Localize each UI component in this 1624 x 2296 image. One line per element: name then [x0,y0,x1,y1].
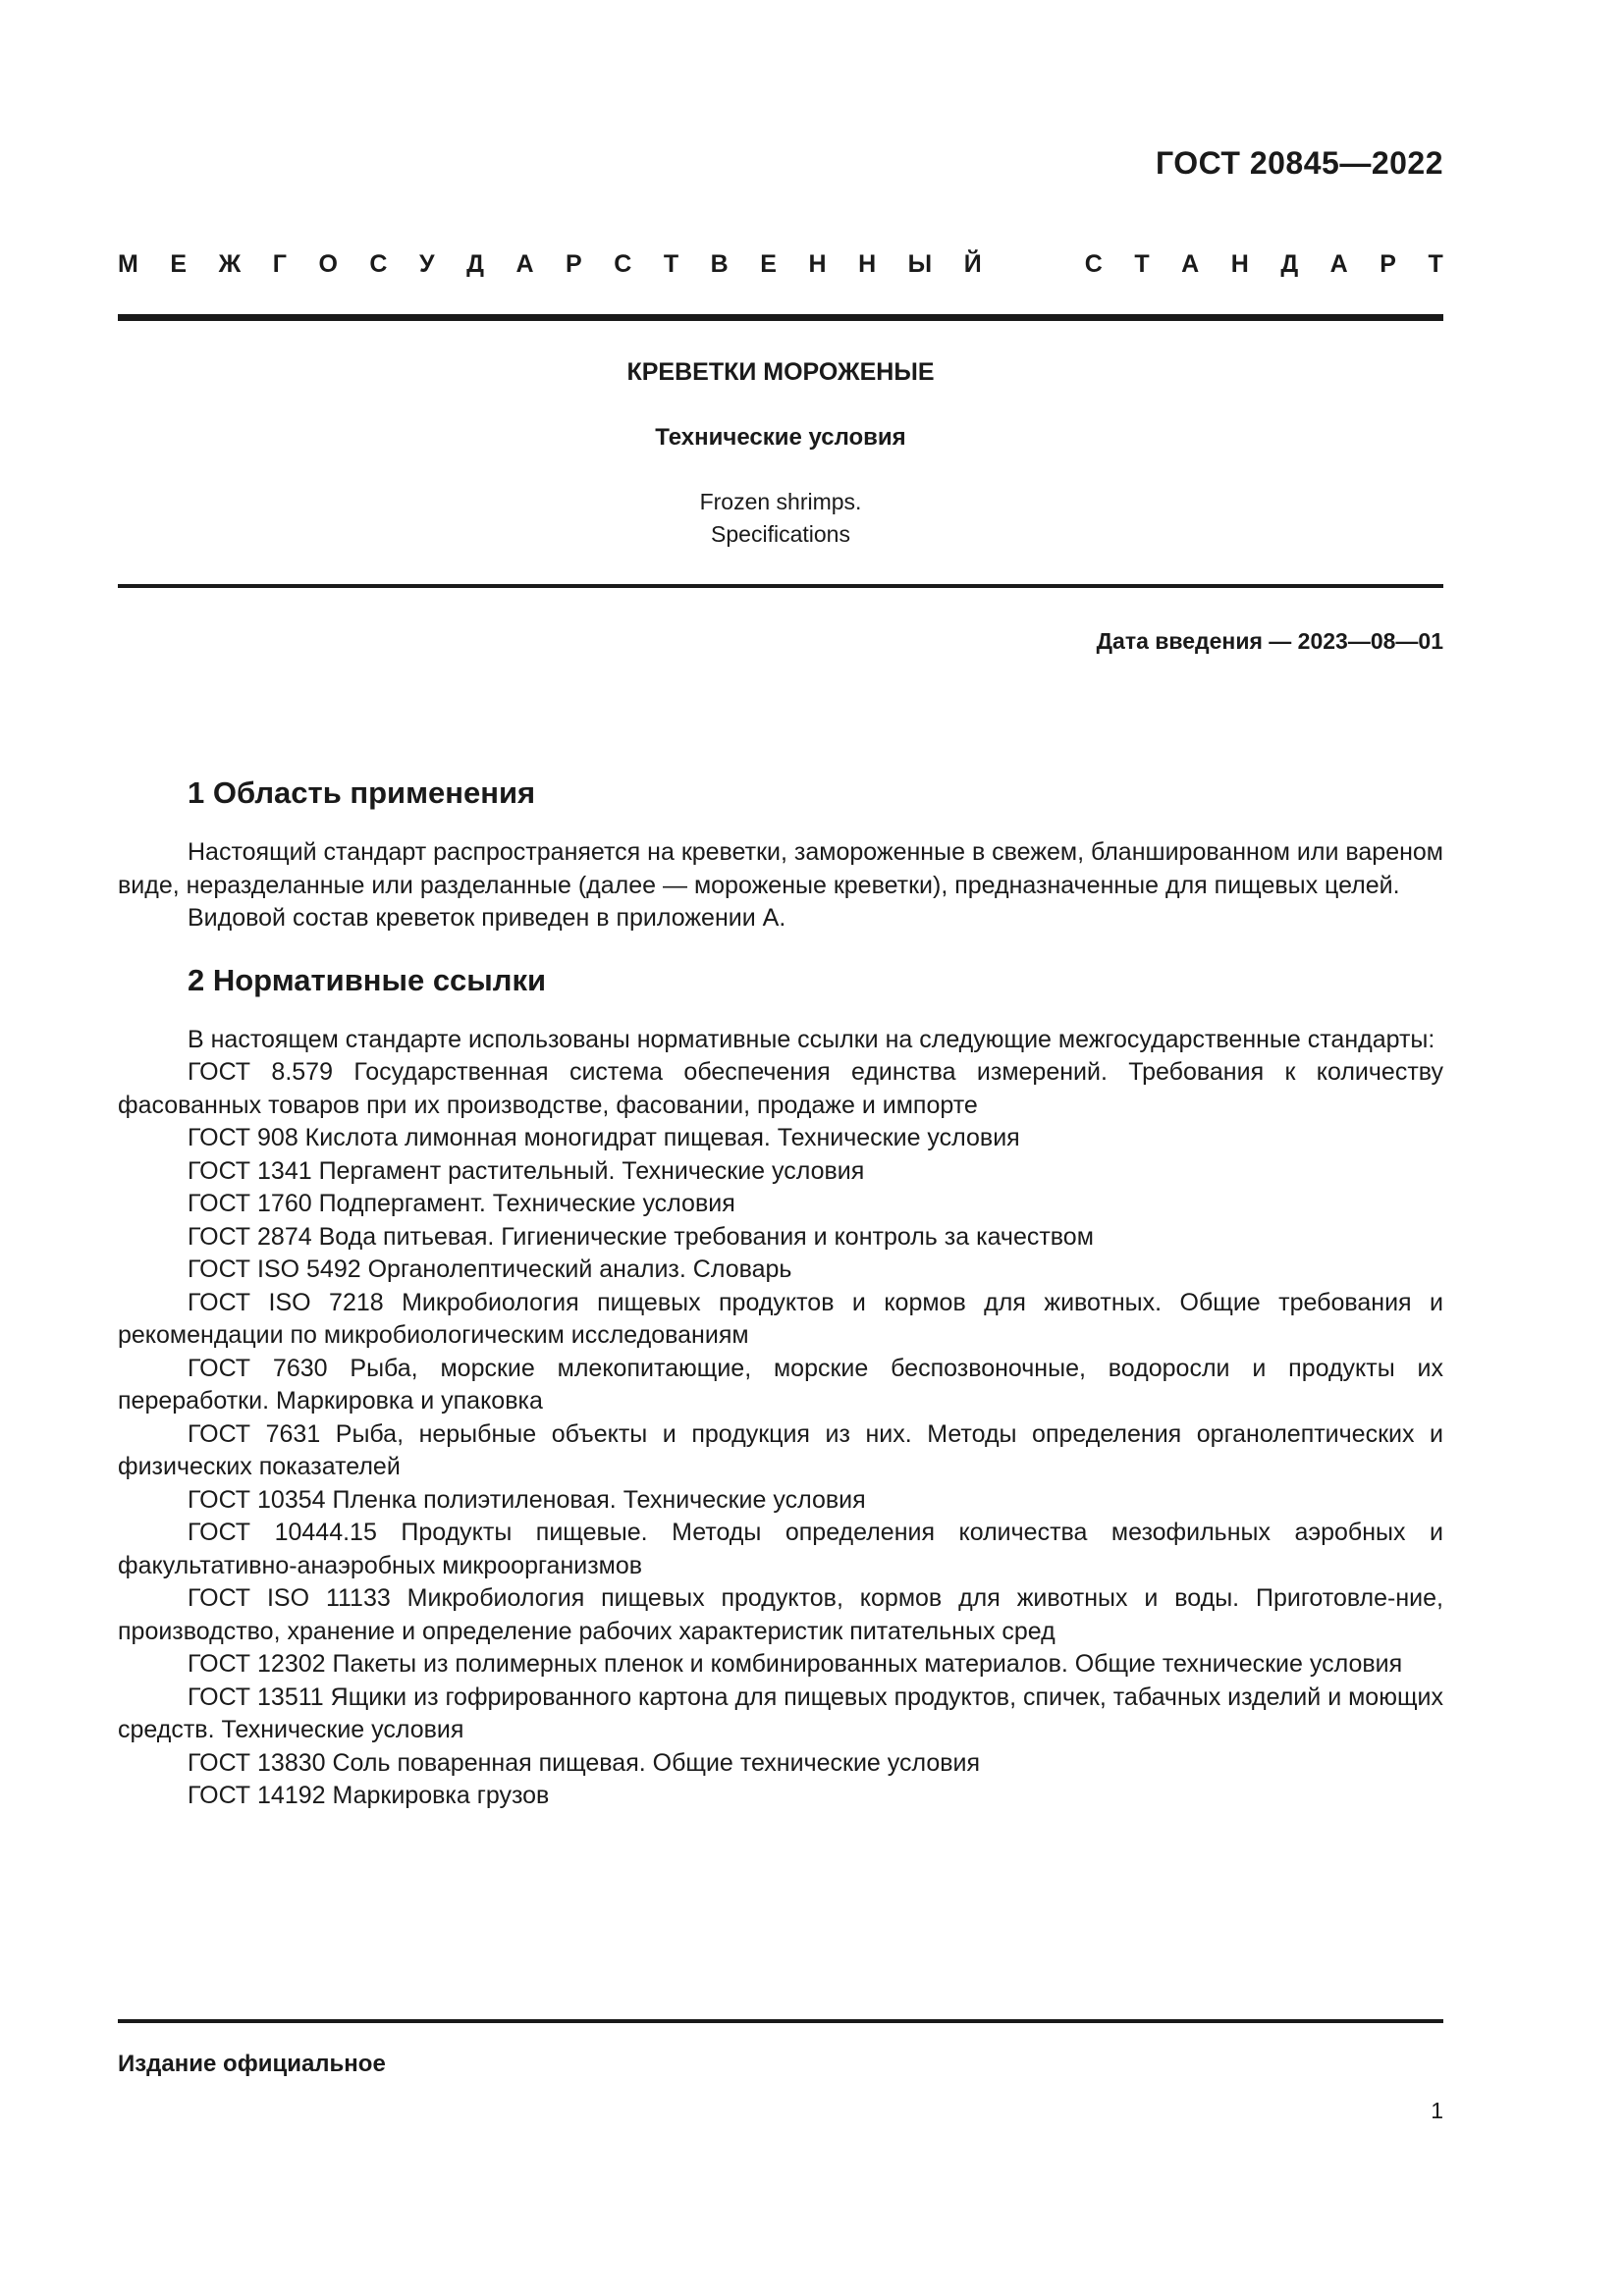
section-heading-scope: 1 Область применения [188,775,536,810]
standard-kind-word1-letter: Д [466,250,484,278]
standard-kind-word2-letter: А [1329,250,1348,278]
standard-kind-word1-letter: Н [858,250,877,278]
document-title: КРЕВЕТКИ МОРОЖЕНЫЕ [626,358,935,386]
standard-kind-word1-letter: Н [808,250,827,278]
introduction-date: Дата введения — 2023—08—01 [1096,628,1443,654]
reference-item: ГОСТ 14192 Маркировка грузов [188,1782,550,1809]
standard-kind-word1-letter: Р [566,250,582,278]
footer-rule [118,2019,1443,2023]
standard-kind-word1-letter: В [710,250,729,278]
standard-kind-word1-letter: А [515,250,534,278]
reference-item: ГОСТ 7631 Рыба, нерыбные объекты и продукция из них. Методы определения органолептических и физических показателей [118,1419,1443,1480]
official-edition-label: Издание официальное [118,2051,386,2077]
standard-kind-word2-letter: Д [1280,250,1299,278]
standard-kind-word2-letter: Т [1134,250,1150,278]
page-number: 1 [1431,2098,1443,2123]
reference-item: ГОСТ 13830 Соль поваренная пищевая. Общие технические условия [188,1748,981,1777]
standard-kind-word1-letter: У [419,250,435,278]
standard-kind-word1-letter: Г [272,250,287,278]
english-title-line1: Frozen shrimps. [699,489,862,514]
reference-item: ГОСТ 8.579 Государственная система обеспечения единства измерений. Требования к количеству фасованных товаров при их производстве, фасовании, продаже и импорте [118,1058,1443,1119]
standard-kind-word2-letter: Р [1380,250,1396,278]
document-number: ГОСТ 20845—2022 [1155,145,1443,181]
standard-kind-word2-letter: А [1181,250,1200,278]
standard-kind-word1-letter: С [369,250,388,278]
reference-item: ГОСТ ISO 7218 Микробиология пищевых продуктов и кормов для животных. Общие требования и рекомендации по микробиологическим исследованиям [118,1288,1443,1349]
reference-item: ГОСТ 7630 Рыба, морские млекопитающие, морские беспозвоночные, водоросли и продукты их переработки. Маркировка и упаковка [118,1354,1443,1415]
standard-kind-word1-letter: Ы [907,250,933,278]
reference-item: ГОСТ 908 Кислота лимонная моногидрат пищевая. Технические условия [188,1124,1020,1151]
reference-item: ГОСТ 10354 Пленка полиэтиленовая. Технические условия [188,1485,866,1514]
paragraph: Настоящий стандарт распространяется на креветки, замороженные в свежем, бланшированном или вареном виде, неразделанные или разделанные (далее — мороженые креветки), предназначенные для пищевых целей. [118,838,1443,899]
reference-item: ГОСТ ISO 5492 Органолептический анализ. Словарь [188,1255,792,1283]
title-rule [118,584,1443,588]
paragraph: Видовой состав креветок приведен в приложении А. [188,904,786,932]
reference-item: ГОСТ 10444.15 Продукты пищевые. Методы определения количества мезофильных аэробных и факультативно-анаэробных микроорганизмов [118,1519,1443,1579]
standard-kind-word1-letter: Е [760,250,777,278]
paragraph: В настоящем стандарте использованы нормативные ссылки на следующие межгосударственные стандарты: [188,1025,1435,1053]
english-title-line2: Specifications [711,521,850,547]
standard-kind-word2-letter: С [1084,250,1103,278]
standard-kind-word1-letter: С [614,250,632,278]
document-subtitle: Технические условия [655,424,906,451]
standard-kind-word2-letter: Н [1230,250,1249,278]
reference-item: ГОСТ 1760 Подпергамент. Технические условия [188,1190,735,1217]
header-rule [118,314,1443,321]
word-gap [1013,250,1053,279]
reference-item: ГОСТ ISO 11133 Микробиология пищевых продуктов, кормов для животных и воды. Приготовле-ние, производство, хранение и определение рабочих характеристик питательных сред [118,1584,1443,1645]
standard-kind-word1-letter: Т [663,250,679,278]
standard-kind-word1-letter: М [118,250,138,278]
section-heading-references: 2 Нормативные ссылки [188,962,547,997]
reference-item: ГОСТ 1341 Пергамент растительный. Технические условия [188,1156,865,1185]
standard-kind-word2-letter: Т [1428,250,1443,278]
standard-kind-word1-letter: Й [963,250,982,278]
standard-kind-word1-letter: Е [170,250,188,278]
standard-kind-word1-letter: О [318,250,338,278]
reference-item: ГОСТ 13511 Ящики из гофрированного картона для пищевых продуктов, спичек, табачных изделий и моющих средств. Технические условия [118,1682,1443,1743]
reference-item: ГОСТ 12302 Пакеты из полимерных пленок и комбинированных материалов. Общие технические условия [188,1650,1403,1678]
standard-kind-heading [118,250,1443,279]
standard-kind-word1-letter: Ж [218,250,242,278]
document-body [118,774,1443,1813]
english-title [118,486,1443,551]
reference-item: ГОСТ 2874 Вода питьевая. Гигиенические требования и контроль за качеством [188,1222,1094,1251]
